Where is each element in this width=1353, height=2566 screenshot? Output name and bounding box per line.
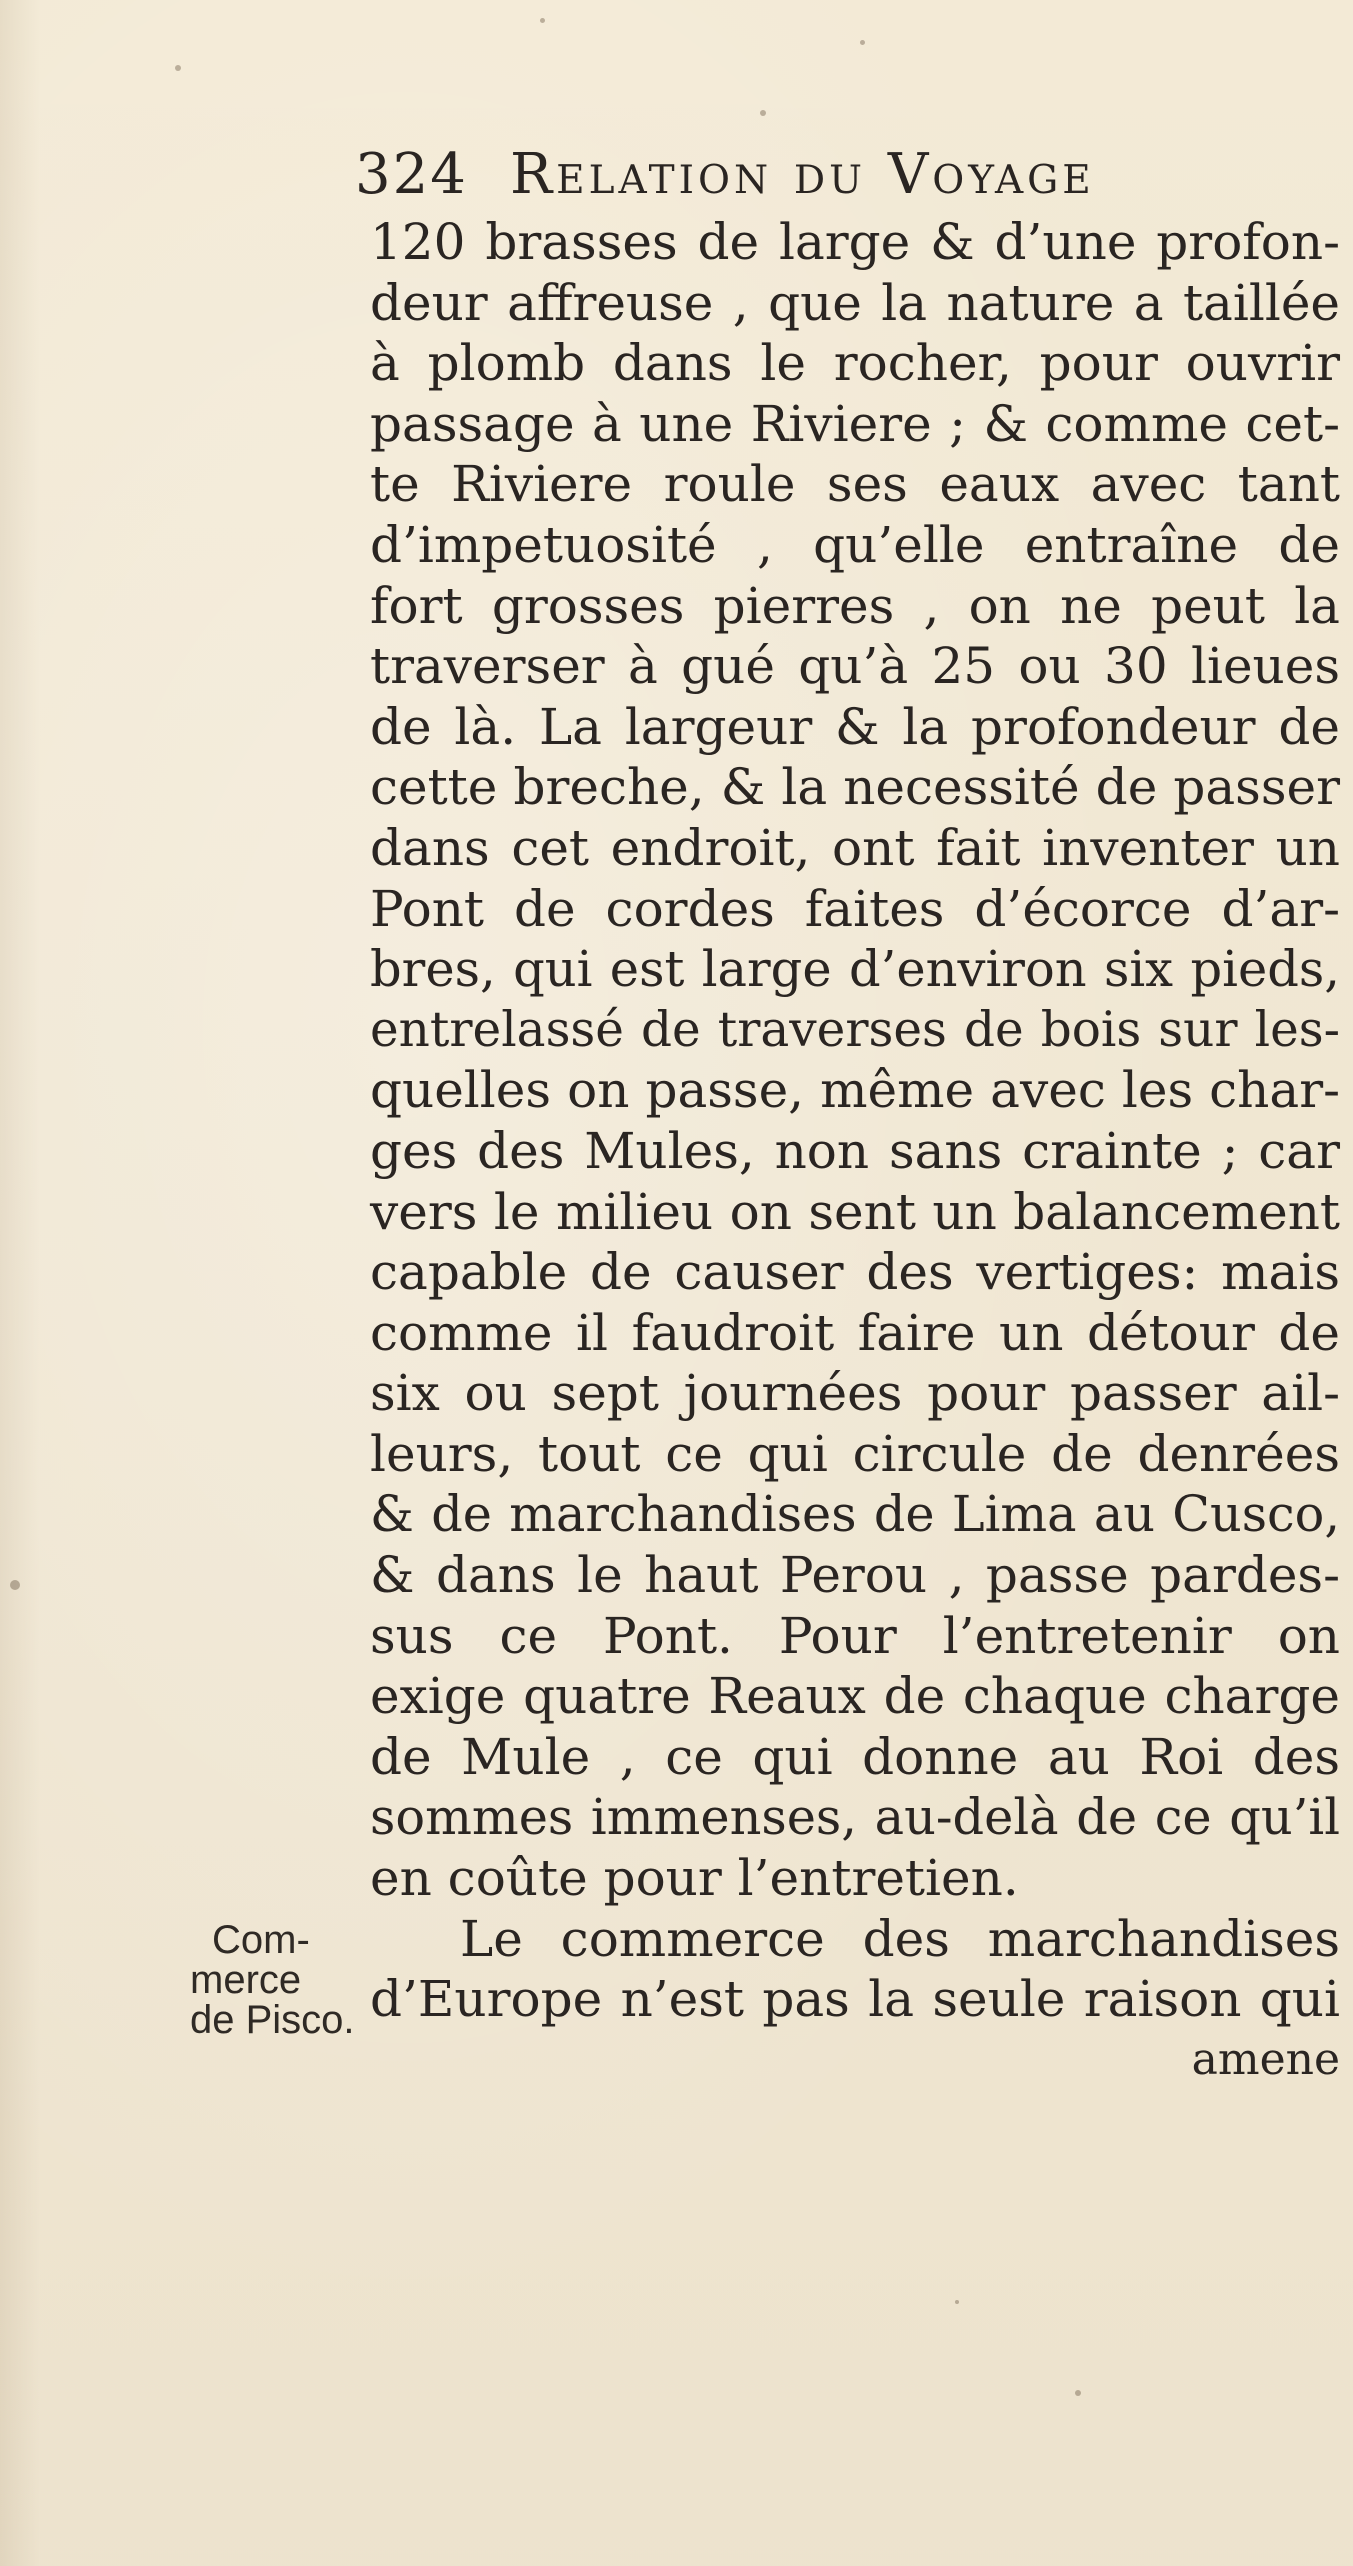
marginal-note-line: Com-: [212, 1918, 310, 1962]
text-line: sus ce Pont. Pour l’entretenir on: [370, 1606, 1340, 1665]
paper-speck: [1075, 2390, 1081, 2396]
paper-speck: [10, 1580, 20, 1590]
page-number: 324: [355, 142, 468, 207]
text-line: passage à une Riviere ; & comme cet-: [370, 394, 1340, 453]
text-line: d’Europe n’est pas la seule raison qui: [370, 1970, 1340, 2029]
text-line: vers le milieu on sent un balancement: [370, 1182, 1340, 1241]
body-text: [370, 212, 1340, 2090]
text-line: dans cet endroit, ont fait inventer un: [370, 818, 1340, 877]
text-line: comme il faudroit faire un détour de: [370, 1303, 1340, 1362]
text-line: te Riviere roule ses eaux avec tant: [370, 455, 1340, 514]
text-line: six ou sept journées pour passer ail-: [370, 1364, 1340, 1423]
text-line: 120 brasses de large & d’une profon-: [370, 213, 1340, 271]
text-line: cette breche, & la necessité de passer: [370, 758, 1340, 817]
text-line: & dans le haut Perou , passe pardes-: [370, 1546, 1340, 1605]
text-line: leurs, tout ce qui circule de denrées: [370, 1424, 1340, 1483]
text-line: fort grosses pierres , on ne peut la: [370, 576, 1340, 635]
text-line: traverser à gué qu’à 25 ou 30 lieues: [370, 637, 1340, 696]
text-line: exige quatre Reaux de chaque charge: [370, 1667, 1340, 1726]
paper-speck: [760, 110, 766, 116]
text-line: de Mule , ce qui donne au Roi des: [370, 1727, 1340, 1786]
text-line: capable de causer des vertiges: mais: [370, 1243, 1340, 1302]
marginal-note-line: de Pisco.: [190, 1998, 355, 2042]
text-line: de là. La largeur & la profondeur de: [370, 697, 1340, 756]
text-line: d’impetuosité , qu’elle entraîne de: [370, 515, 1340, 574]
text-line: Pont de cordes faites d’écorce d’ar-: [370, 879, 1340, 938]
paper-speck: [860, 40, 865, 45]
text-line-paragraph-start: Le commerce des marchandises: [460, 1909, 1340, 1968]
text-line: à plomb dans le rocher, pour ouvrir: [370, 334, 1340, 393]
text-line: quelles on passe, même avec les char-: [370, 1061, 1340, 1120]
paper-speck: [175, 65, 181, 71]
text-line: & de marchandises de Lima au Cusco,: [370, 1485, 1340, 1544]
text-line: sommes immenses, au-delà de ce qu’il: [370, 1788, 1340, 1847]
text-line: bres, qui est large d’environ six pieds,: [370, 940, 1340, 999]
text-line-paragraph-end: en coûte pour l’entretien.: [370, 1849, 1019, 1908]
text-line: ges des Mules, non sans crainte ; car: [370, 1121, 1340, 1180]
running-title: Relation du Voyage: [510, 142, 1095, 207]
marginal-note: [190, 1920, 360, 2040]
paper-speck: [540, 18, 545, 23]
text-line: entrelassé de traverses de bois sur les-: [370, 1001, 1340, 1058]
text-line: deur affreuse , que la nature a taillée: [370, 273, 1340, 332]
page-header: [355, 140, 1295, 210]
paper-speck: [955, 2300, 959, 2304]
marginal-note-line: merce: [190, 1958, 302, 2002]
catchword: amene: [1191, 2033, 1340, 2085]
